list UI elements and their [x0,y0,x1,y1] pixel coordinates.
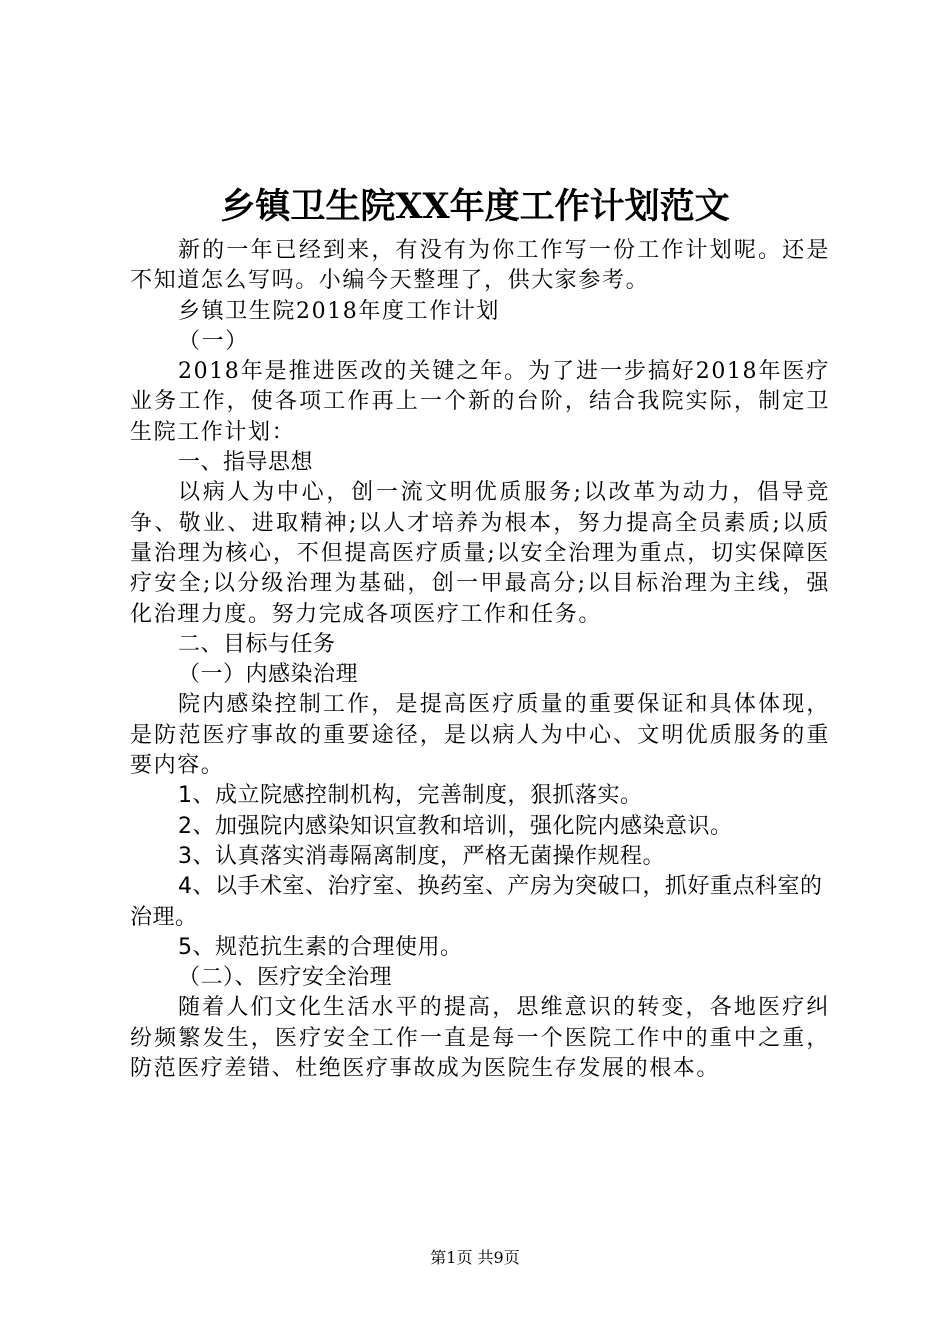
list-item: 4、以手术室、治疗室、换药室、产房为突破口，抓好重点科室的治理。 [130,874,823,930]
document-title: 乡镇卫生院XX年度工作计划范文 [220,186,730,227]
overview-paragraph: 2018年是推进医改的关键之年。为了进一步搞好2018年医疗业务工作，使各项工作再上一个新的台阶，结合我院实际，制定卫生院工作计划： [130,359,830,445]
part-number: （一） [178,328,249,354]
medical-safety-paragraph: 随着人们文化生活水平的提高，思维意识的转变，各地医疗纠纷频繁发生，医疗安全工作一直是每一个医院工作中的重中之重，防范医疗差错、杜绝医疗事故成为医院生存发展的根本。 [130,995,830,1082]
infection-control-paragraph: 院内感染控制工作，是提高医疗质量的重要保证和具体体现，是防范医疗事故的重要途径，是以病人为中心、文明优质服务的重要内容。 [130,692,830,779]
guiding-thought-paragraph: 以病人为中心，创一流文明优质服务;以改革为动力，倡导竞争、敬业、进取精神;以人才培养为根本，努力提高全员素质;以质量治理为核心，不但提高医疗质量;以安全治理为重点，切实保障医疗安全;以分级治理为基础，创一甲最高分;以目标治理为主线，强化治理力度。努力完成各项医疗工作和任务。 [130,480,830,627]
subsection-heading-infection-control: （一）内感染治理 [178,662,359,688]
section-heading-guiding-thought: 一、指导思想 [178,450,314,476]
list-item: 1、成立院感控制机构，完善制度，狠抓落实。 [178,783,643,809]
list-item: 2、加强院内感染知识宣教和培训，强化院内感染意识。 [178,813,733,839]
plan-subtitle: 乡镇卫生院2018年度工作计划 [178,298,500,324]
page-footer: 第1页 共9页 [430,1248,520,1267]
subsection-heading-medical-safety: （二）、医疗安全治理 [178,965,393,991]
list-item: 3、认真落实消毒隔离制度，严格无菌操作规程。 [178,843,665,869]
list-item: 5、规范抗生素的合理使用。 [178,934,463,960]
document-body [130,236,830,1084]
intro-paragraph: 新的一年已经到来，有没有为你工作写一份工作计划呢。还是不知道怎么写吗。小编今天整理了，供大家参考。 [130,238,830,294]
section-heading-goals-tasks: 二、目标与任务 [178,631,336,657]
